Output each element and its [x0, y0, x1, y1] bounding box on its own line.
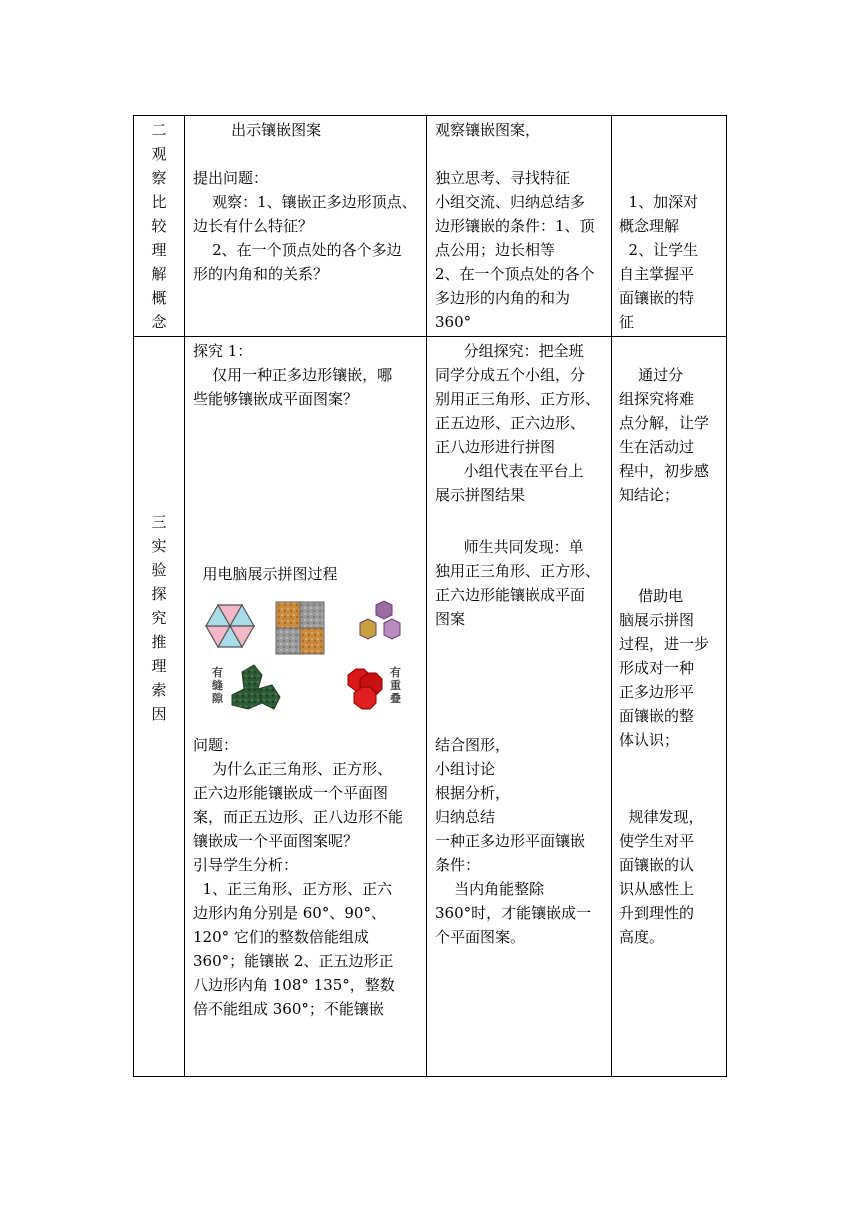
intent-line: 识从感性上 — [619, 880, 695, 898]
student-line: 正五边形、正六边形、 — [435, 414, 586, 432]
intent-line: 面镶嵌的整 — [619, 707, 695, 725]
tessellation-illustration — [196, 595, 416, 720]
row2-teacher-cell — [193, 118, 423, 286]
teacher-line: 边形内角分别是 60°、90°、 — [193, 904, 386, 922]
teacher-line: 360°；能镶嵌 2、正五边形正 — [193, 952, 394, 970]
student-line: 小组讨论 — [435, 760, 496, 778]
teacher-line: 观察：1、镶嵌正多边形顶点、 — [193, 193, 417, 211]
intent-line: 体认识； — [619, 731, 680, 749]
teacher-line: 案，而正五边形、正八边形不能 — [193, 808, 404, 826]
octagon-tessellation — [348, 669, 382, 709]
teacher-line: 用电脑展示拼图过程 — [193, 565, 338, 583]
student-line: 条件： — [435, 856, 481, 874]
stage-char: 因 — [151, 705, 167, 723]
student-line: 点公用；边长相等 — [435, 241, 556, 259]
row3-student-mid — [435, 535, 610, 631]
student-line: 结合图形， — [435, 736, 511, 754]
intent-line: 使学生对平 — [619, 832, 695, 850]
teacher-line: 为什么正三角形、正方形、 — [193, 760, 393, 778]
intent-line: 通过分 — [619, 366, 684, 384]
col-border-1 — [184, 115, 185, 1077]
row3-intent-bottom — [619, 805, 725, 949]
teacher-line: 1、正三角形、正方形、正六 — [193, 880, 393, 898]
gap-label-char: 缝 — [212, 679, 223, 692]
row3-teacher-mid — [193, 562, 423, 586]
student-line: 2、在一个顶点处的各个 — [435, 265, 595, 283]
student-line: 小组代表在平台上 — [435, 462, 584, 480]
student-line: 正六边形能镶嵌成平面 — [435, 586, 586, 604]
student-line: 同学分成五个小组，分 — [435, 366, 586, 384]
row3-student-bottom — [435, 733, 610, 949]
intent-line: 概念理解 — [619, 217, 680, 235]
stage-char: 解 — [151, 265, 167, 283]
student-line: 正八边形进行拼图 — [435, 438, 556, 456]
intent-line: 正多边形平 — [619, 683, 695, 701]
teacher-line — [193, 142, 423, 166]
teacher-line: 问题： — [193, 736, 239, 754]
gap-label-char: 隙 — [212, 692, 223, 705]
intent-line: 借助电 — [619, 587, 684, 605]
stage-char: 比 — [151, 193, 167, 211]
overlap-label-char: 有 — [390, 666, 401, 679]
student-line: 多边形的内角的和为 — [435, 289, 571, 307]
intent-line: 升到理性的 — [619, 904, 695, 922]
student-line: 边形镶嵌的条件：1、顶 — [435, 217, 595, 235]
table-top-border — [133, 115, 727, 116]
col-border-3 — [611, 115, 612, 1077]
student-line: 分组探究：把全班 — [435, 342, 584, 360]
intent-line: 点分解，让学 — [619, 414, 710, 432]
overlap-label-char: 叠 — [390, 692, 401, 705]
student-line: 观察镶嵌图案， — [435, 121, 541, 139]
student-line: 小组交流、归纳总结多 — [435, 193, 586, 211]
intent-line: 征 — [619, 313, 635, 331]
stage-char: 验 — [151, 561, 167, 579]
stage-char: 察 — [151, 169, 167, 187]
row3-teacher-bottom — [193, 733, 425, 1021]
student-line: 360° — [435, 313, 472, 331]
stage-char: 较 — [151, 217, 167, 235]
row2-stage-cell — [134, 118, 184, 334]
teacher-line: 镶嵌成一个平面图案呢？ — [193, 832, 359, 850]
stage-char: 念 — [151, 313, 167, 331]
student-line: 独用正三角形、正方形、 — [435, 562, 601, 580]
student-line: 展示拼图结果 — [435, 486, 526, 504]
row3-stage-cell — [134, 510, 184, 726]
intent-line: 程中，初步感 — [619, 462, 710, 480]
teacher-line: 些能够镶嵌成平面图案？ — [193, 390, 359, 408]
student-line: 师生共同发现：单 — [435, 538, 584, 556]
intent-line: 生在活动过 — [619, 438, 695, 456]
teacher-line: 出示镶嵌图案 — [193, 121, 322, 139]
student-line: 别用正三角形、正方形、 — [435, 390, 601, 408]
intent-line: 过程，进一步 — [619, 635, 710, 653]
table-bottom-border — [133, 1076, 727, 1077]
square-tessellation — [276, 602, 324, 654]
stage-char: 探 — [151, 585, 167, 603]
row-divider — [133, 336, 727, 337]
stage-char: 理 — [151, 241, 167, 259]
teacher-line: 倍不能组成 360°；不能镶嵌 — [193, 1000, 384, 1018]
hexagon-tessellation — [360, 601, 400, 639]
intent-line: 知结论； — [619, 486, 680, 504]
overlap-label-char: 重 — [390, 679, 401, 692]
intent-line: 脑展示拼图 — [619, 611, 695, 629]
teacher-line: 形的内角和的关系？ — [193, 265, 329, 283]
stage-char: 三 — [151, 513, 167, 531]
student-line: 当内角能整除 — [435, 880, 545, 898]
intent-line: 2、让学生 — [619, 241, 699, 259]
overlap-label — [390, 665, 401, 705]
teacher-line: 提出问题： — [193, 169, 269, 187]
stage-char: 索 — [151, 681, 167, 699]
teacher-line: 正六边形能镶嵌成一个平面图 — [193, 784, 389, 802]
teacher-line: 引导学生分析： — [193, 856, 299, 874]
student-line: 个平面图案。 — [435, 928, 526, 946]
intent-line: 面镶嵌的认 — [619, 856, 695, 874]
row2-student-cell — [435, 118, 610, 334]
student-line: 归纳总结 — [435, 808, 496, 826]
row3-teacher-top — [193, 339, 423, 411]
gap-label — [212, 665, 224, 705]
student-line — [435, 142, 610, 166]
student-line: 360°时，才能镶嵌成一 — [435, 904, 592, 922]
stage-char: 观 — [151, 145, 167, 163]
teacher-line: 八边形内角 108° 135°，整数 — [193, 976, 395, 994]
row3-student-top — [435, 339, 610, 507]
stage-char: 推 — [151, 633, 167, 651]
triangle-tessellation — [206, 605, 254, 647]
row2-intent-cell — [619, 190, 725, 334]
teacher-line: 探究 1： — [193, 342, 253, 360]
student-line: 图案 — [435, 610, 466, 628]
intent-line: 形成对一种 — [619, 659, 695, 677]
stage-char: 概 — [151, 289, 167, 307]
student-line: 独立思考、寻找特征 — [435, 169, 571, 187]
teacher-line: 120° 它们的整数倍能组成 — [193, 928, 369, 946]
stage-char: 理 — [151, 657, 167, 675]
stage-char: 究 — [151, 609, 167, 627]
col-border-2 — [426, 115, 427, 1077]
student-line: 根据分析， — [435, 784, 511, 802]
intent-line: 规律发现， — [619, 808, 704, 826]
row3-intent-top — [619, 363, 725, 507]
row3-intent-mid — [619, 584, 725, 752]
gap-label-char: 有 — [212, 666, 223, 679]
intent-line: 自主掌握平 — [619, 265, 695, 283]
teacher-line: 边长有什么特征？ — [193, 217, 314, 235]
student-line: 一种正多边形平面镶嵌 — [435, 832, 586, 850]
col-border-right — [726, 115, 727, 1077]
teacher-line: 仅用一种正多边形镶嵌，哪 — [193, 366, 393, 384]
intent-line: 组探究将难 — [619, 390, 695, 408]
intent-line: 面镶嵌的特 — [619, 289, 695, 307]
stage-char: 二 — [151, 121, 167, 139]
teacher-line: 2、在一个顶点处的各个多边 — [193, 241, 402, 259]
stage-char: 实 — [151, 537, 167, 555]
intent-line: 高度。 — [619, 928, 665, 946]
intent-line: 1、加深对 — [619, 193, 699, 211]
pentagon-tessellation — [232, 665, 280, 709]
